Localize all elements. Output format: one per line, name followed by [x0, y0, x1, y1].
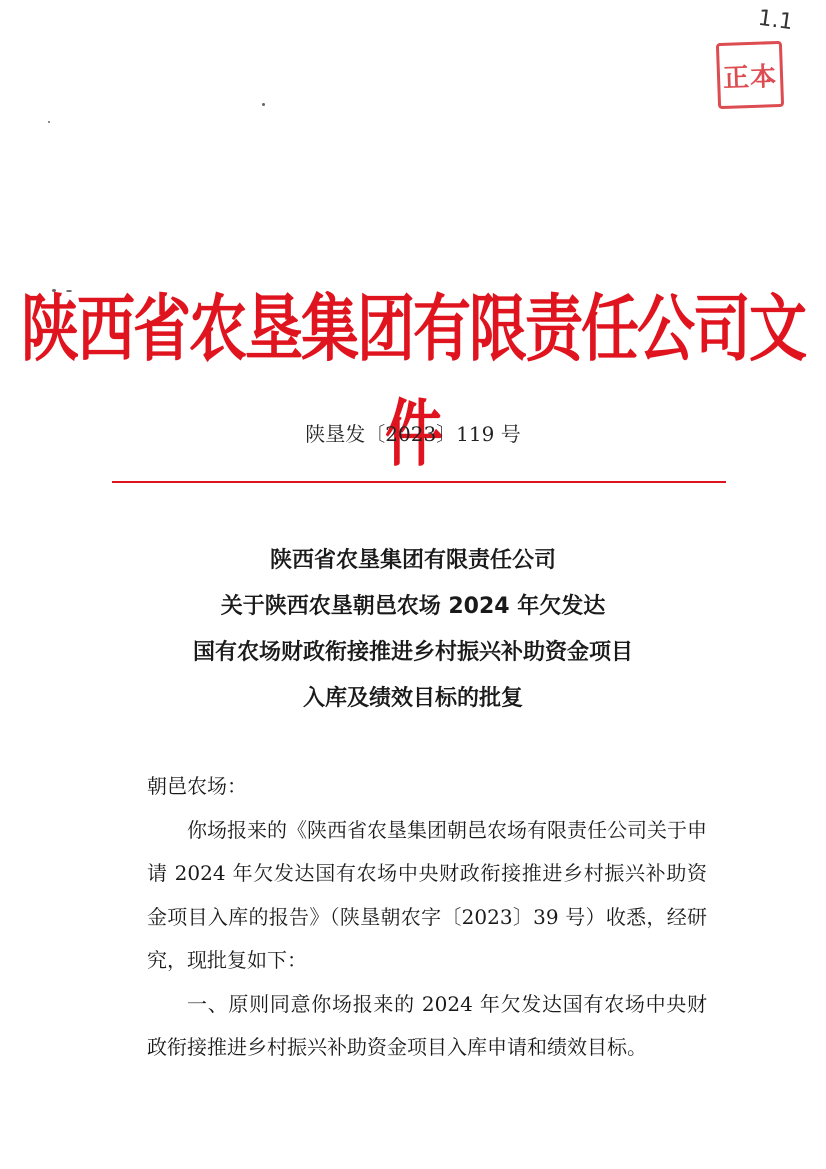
- subject-line: 关于陕西农垦朝邑农场 2024 年欠发达: [220, 594, 606, 619]
- red-divider-line: [112, 481, 726, 483]
- red-header-title: 陕西省农垦集团有限责任公司文件: [20, 286, 805, 477]
- document-number: 陕垦发〔2023〕119 号: [305, 422, 521, 446]
- subject-line: 国有农场财政衔接推进乡村振兴补助资金项目: [192, 640, 633, 665]
- document-subject: [0, 538, 826, 722]
- original-copy-stamp: 正本: [716, 41, 784, 109]
- subject-line: 陕西省农垦集团有限责任公司: [269, 548, 556, 573]
- body-paragraph: 一、原则同意你场报来的 2024 年欠发达国有农场中央财政衔接推进乡村振兴补助资金项目入库申请和绩效目标。: [147, 991, 707, 1059]
- handwritten-corner-note: 1.1: [756, 5, 795, 36]
- scan-speck: [48, 121, 50, 123]
- document-body: [147, 765, 707, 1070]
- salutation: 朝邑农场：: [147, 774, 247, 798]
- scan-speck: [262, 103, 265, 106]
- subject-line: 入库及绩效目标的批复: [302, 686, 523, 711]
- body-paragraph: 你场报来的《陕西省农垦集团朝邑农场有限责任公司关于申请 2024 年欠发达国有农场中央财政衔接推进乡村振兴补助资金项目入库的报告》（陕垦朝农字〔2023〕39 号）收悉，经研究，现批复如下：: [147, 817, 707, 972]
